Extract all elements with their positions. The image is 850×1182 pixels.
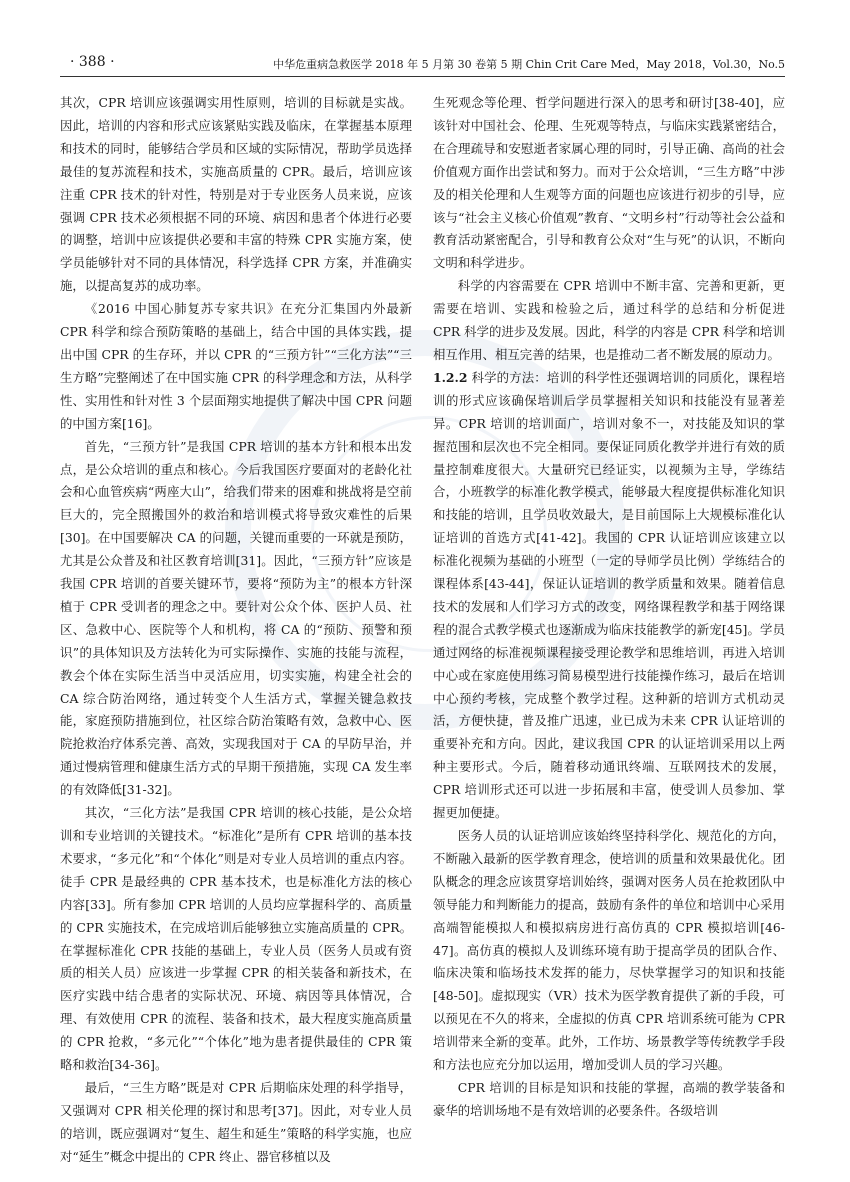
paragraph-text: 科学的方法：培训的科学性还强调培训的同质化，课程培训的形式应该确保培训后学员掌握相关知识和技能没有显著差异。CPR 培训的培训面广，培训对象不一，对技能及知识的掌握范围和层次也不完全相同。要保证同质化教学并进行有效的质量控制难度很大。大量研究已经证实，以视频为主导，学练结合，小班教学的标准化教学模式，能够最大程度提供标准化知识和技能的培训，且学员收效最大，是目前国际上大规模标准化认证培训的首选方式[41-42]。我国的 CPR 认证培训应该建立以标准化视频为基础的小班型（一定的导师学员比例）学练结合的课程体系[43-44]，保证认证培训的教学质量和效果。随着信息技术的发展和人们学习方式的改变，网络课程教学和基于网络课程的混合式教学模式也逐渐成为临床技能教学的新宠[45]。学员通过网络的标准视频课程接受理论教学和思维培训，再进入培训中心或在家庭使用练习简易模型进行技能操作练习，最后在培训中心预约考核，完成整个教学过程。这种新的培训方式机动灵活，方便快捷，普及推广迅速，业已成为未来 CPR 认证培训的重要补充和方向。因此，建议我国 CPR 的认证培训采用以上两种主要形式。今后，随着移动通讯终端、互联网技术的发展，CPR 培训形式还可以进一步拓展和丰富，使受训人员参加、掌握更加便捷。: [433, 369, 785, 821]
paragraph: [433, 1077, 785, 1123]
paragraph-text: 科学的内容需要在 CPR 培训中不断丰富、完善和更新，更需要在培训、实践和检验之后，通过科学的总结和分析促进 CPR 科学的进步及发展。因此，科学的内容是 CPR 科学和培训相互作用、相互完善的结果，也是推动二者不断发展的原动力。: [433, 278, 785, 362]
paragraph-text: 《2016 中国心肺复苏专家共识》在充分汇集国内外最新 CPR 科学和综合预防策略的基础上，结合中国的具体实践，提出中国 CPR 的生存环，并以 CPR 的“三预方针”“三化方法”“三生方略”完整阐述了在中国实施 CPR 的科学理念和方法，从科学性、实用性和针对性 3 个层面翔实地提供了解决中国 CPR 问题的中国方案[16]。: [60, 301, 412, 431]
journal-citation: 中华危重病急救医学 2018 年 5 月第 30 卷第 5 期 Chin Crit Care Med，May 2018，Vol.30，No.5: [273, 58, 785, 71]
paragraph: [433, 825, 785, 1077]
running-header: [60, 52, 785, 77]
paragraph: [60, 298, 412, 435]
paragraph: [433, 92, 785, 275]
page-number: · 388 ·: [70, 54, 115, 70]
paragraph-text: 首先，“三预方针”是我国 CPR 培训的基本方针和根本出发点，是公众培训的重点和核心。今后我国医疗要面对的老龄化社会和心血管疾病“两座大山”，给我们带来的困难和挑战将是空前巨大的，完全照搬国外的救治和培训模式将导致灾难性的后果[30]。在中国要解决 CA 的问题，关键而重要的一环就是预防，尤其是公众普及和社区教育培训[31]。因此，“三预方针”应该是我国 CPR 培训的首要关键环节，要将“预防为主”的根本方针深植于 CPR 受训者的理念之中。要针对公众个体、医护人员、社区、急救中心、医院等个人和机构，将 CA 的“预防、预警和预识”的具体知识及方法转化为可实际操作、实施的技能与流程，教会个体在实际生活当中灵活应用，切实实施，构建全社会的 CA 综合防治网络，通过转变个人生活方式，掌握关键急救技能，家庭预防措施到位，社区综合防治策略有效，急救中心、医院抢救治疗体系完善、高效，实现我国对于 CA 的早防早治，并通过慢病管理和健康生活方式的早期干预措施，实现 CA 发生率的有效降低[31-32]。: [60, 438, 412, 798]
paragraph: [60, 92, 412, 298]
paragraph: [60, 1077, 412, 1169]
paragraph: [60, 436, 412, 803]
paragraph-text: 其次，CPR 培训应该强调实用性原则，培训的目标就是实战。因此，培训的内容和形式应该紧贴实践及临床，在掌握基本原理和技术的同时，能够结合学员和区域的实际情况，帮助学员选择最佳的复苏流程和技术，实施高质量的 CPR。最后，培训应该注重 CPR 技术的针对性，特别是对于专业医务人员来说，应该强调 CPR 技术必须根据不同的环境、病因和患者个体进行必要的调整，培训中应该提供必要和丰富的特殊 CPR 实施方案，使学员能够针对不同的具体情况，科学选择 CPR 方案，并准确实施，以提高复苏的成功率。: [60, 95, 412, 294]
left-text-column: [60, 92, 412, 1169]
paragraph-text: CPR 培训的目标是知识和技能的掌握，高端的教学装备和豪华的培训场地不是有效培训的必要条件。各级培训: [433, 1079, 785, 1118]
right-text-column: [433, 92, 785, 1123]
section-number: 1.2.2: [433, 369, 468, 385]
paragraph-text: 其次，“三化方法”是我国 CPR 培训的核心技能，是公众培训和专业培训的关键技术。“标准化”是所有 CPR 培训的基本技术要求，“多元化”和“个体化”则是对专业人员培训的重点内容。徒手 CPR 是最经典的 CPR 基本技术，也是标准化方法的核心内容[33]。所有参加 CPR 培训的人员均应掌握科学的、高质量的 CPR 实施技术，在完成培训后能够独立实施高质量的 CPR。在掌握标准化 CPR 技能的基础上，专业人员（医务人员或有资质的相关人员）应该进一步掌握 CPR 的相关装备和新技术，在医疗实践中结合患者的实际状况、环境、病因等具体情况，合理、有效使用 CPR 的流程、装备和技术，最大程度实施高质量的 CPR 抢救，“多元化”“个体化”地为患者提供最佳的 CPR 策略和救治[34-36]。: [60, 805, 412, 1073]
paragraph-text: 生死观念等伦理、哲学问题进行深入的思考和研讨[38-40]，应该针对中国社会、伦理、生死观等特点，与临床实践紧密结合，在合理疏导和安慰逝者家属心理的同时，引导正确、高尚的社会价值观方面作出尝试和努力。而对于公众培训，“三生方略”中涉及的相关伦理和人生观等方面的问题也应该进行初步的引导，应该与“社会主义核心价值观”教育、“文明乡村”行动等社会公益和教育活动紧密配合，引导和教育公众对“生与死”的认识，不断向文明和科学进步。: [433, 95, 785, 271]
paragraph: [60, 802, 412, 1077]
paragraph-text: 最后，“三生方略”既是对 CPR 后期临床处理的科学指导，又强调对 CPR 相关伦理的探讨和思考[37]。因此，对专业人员的培训，既应强调对“复生、超生和延生”策略的科学实施，也应对“延生”概念中提出的 CPR 终止、器官移植以及: [60, 1079, 412, 1164]
paragraph: [433, 275, 785, 367]
paragraph: [433, 367, 785, 825]
paragraph-text: 医务人员的认证培训应该始终坚持科学化、规范化的方向，不断融入最新的医学教育理念，使培训的质量和效果最优化。团队概念的理念应该贯穿培训始终，强调对医务人员在抢救团队中领导能力和判断能力的提高，鼓励有条件的单位和培训中心采用高端智能模拟人和模拟病房进行高仿真的 CPR 模拟培训[46-47]。高仿真的模拟人及训练环境有助于提高学员的团队合作、临床决策和临场技术发挥的能力，尽快掌握学习的知识和技能[48-50]。虚拟现实（VR）技术为医学教育提供了新的手段，可以预见在不久的将来，全虚拟的仿真 CPR 培训系统可能为 CPR 培训带来全新的变革。此外，工作坊、场景教学等传统教学手段和方法也应充分加以运用，增加受训人员的学习兴趣。: [433, 828, 785, 1073]
